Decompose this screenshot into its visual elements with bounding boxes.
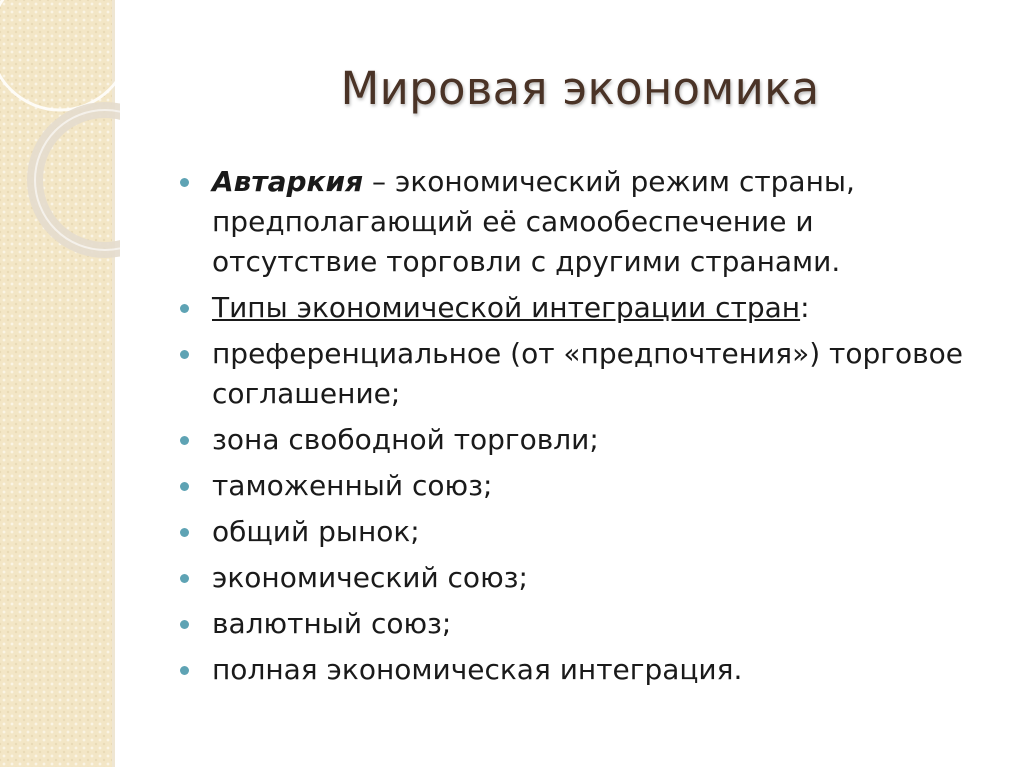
- bullet-dot-icon: [180, 574, 189, 583]
- bullet-dot-icon: [180, 350, 189, 359]
- bullet-dot-icon: [180, 178, 189, 187]
- list-item-text: общий рынок;: [212, 515, 420, 548]
- bullet-dot-icon: [180, 304, 189, 313]
- list-item: [180, 512, 980, 552]
- heading-colon: :: [800, 291, 810, 324]
- decorative-rings: [0, 0, 120, 260]
- list-item-text: полная экономическая интеграция.: [212, 653, 743, 686]
- list-item: [180, 334, 980, 414]
- slide-title: Мировая экономика: [340, 62, 820, 115]
- list-item: [180, 604, 980, 644]
- list-item-text: валютный союз;: [212, 607, 452, 640]
- list-item-text: преференциальное (от «предпочтения») торговое соглашение;: [212, 337, 963, 410]
- bullet-dot-icon: [180, 528, 189, 537]
- term-definition: – экономический режим страны, предполагающий её самообеспечение и отсутствие торговли с другими странами.: [212, 165, 855, 278]
- list-item: [180, 650, 980, 690]
- list-item-text: экономический союз;: [212, 561, 528, 594]
- decorative-ring-lower: [35, 110, 120, 250]
- integration-types-heading: Типы экономической интеграции стран: [212, 291, 801, 324]
- list-item: [180, 466, 980, 506]
- list-item: [180, 288, 980, 328]
- bullet-dot-icon: [180, 620, 189, 629]
- bullet-dot-icon: [180, 482, 189, 491]
- list-item-text: таможенный союз;: [212, 469, 493, 502]
- list-item: [180, 162, 980, 282]
- list-item: [180, 420, 980, 460]
- list-item: [180, 558, 980, 598]
- list-item-text: зона свободной торговли;: [212, 423, 599, 456]
- term-autarky: Автаркия: [212, 165, 364, 198]
- bullet-dot-icon: [180, 436, 189, 445]
- bullet-list: [180, 162, 980, 696]
- bullet-dot-icon: [180, 666, 189, 675]
